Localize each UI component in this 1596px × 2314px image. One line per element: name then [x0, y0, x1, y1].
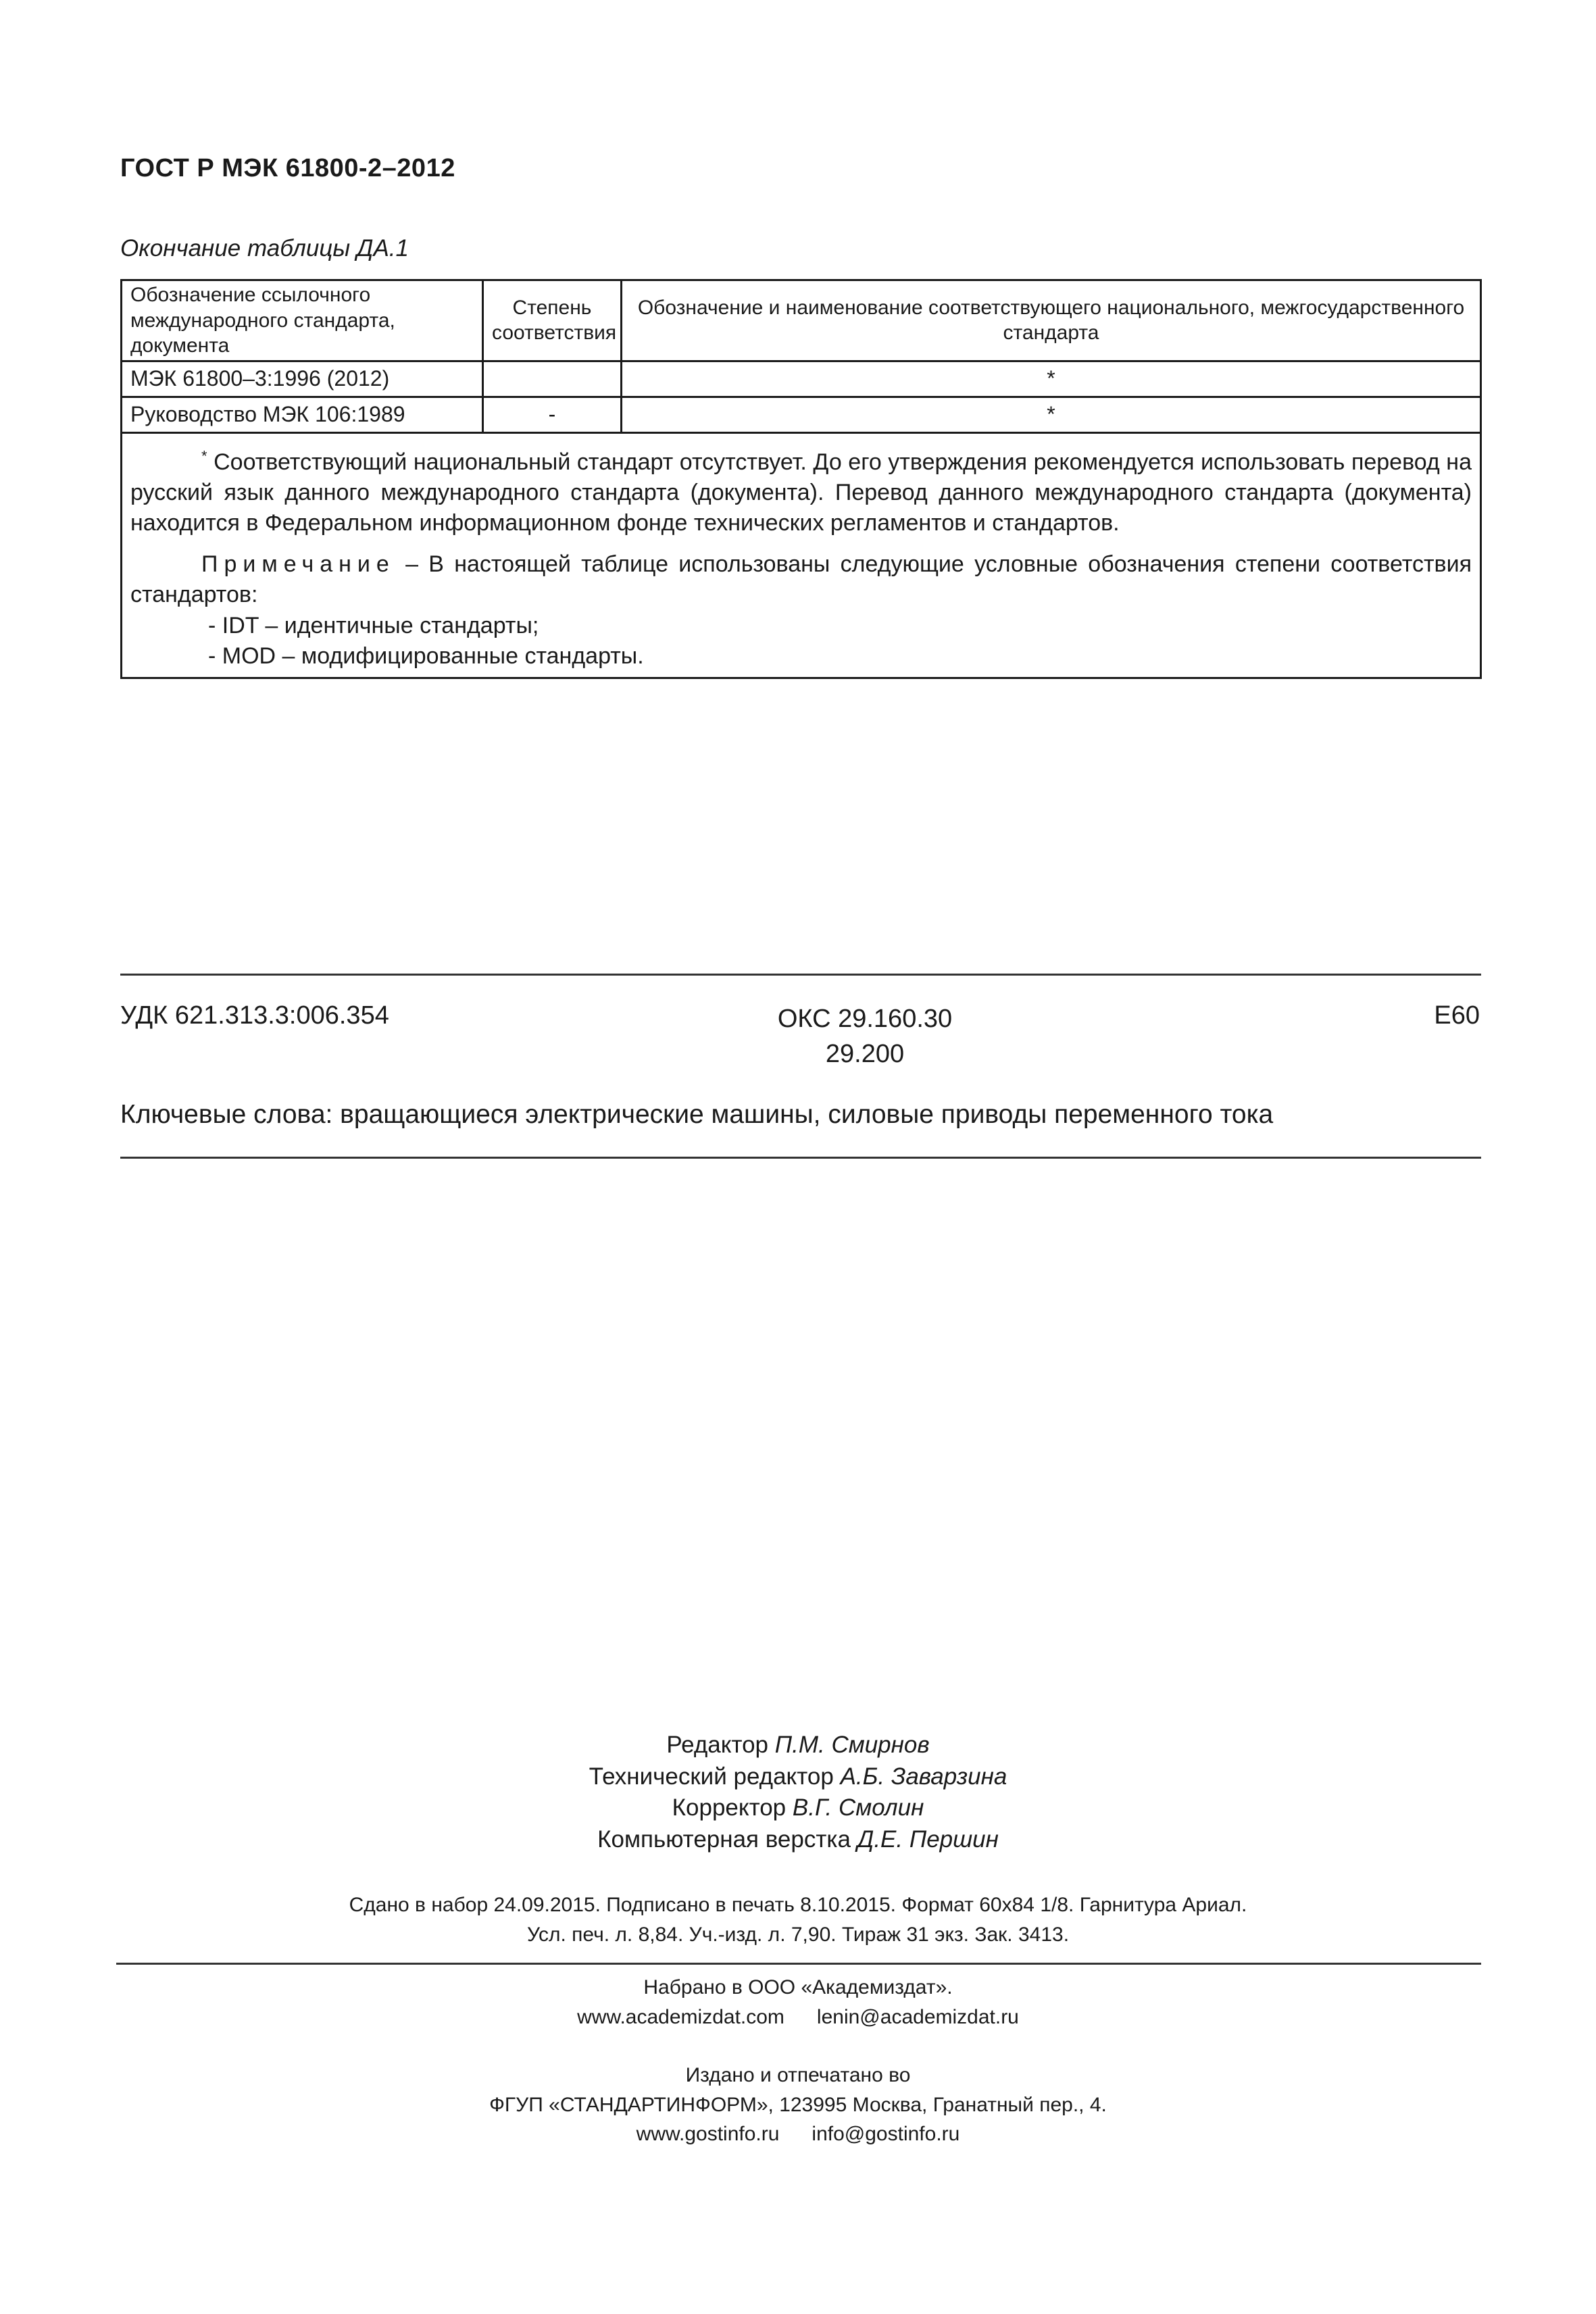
credit-name: Д.Е. Першин [857, 1826, 999, 1853]
note-label: Примечание [201, 551, 395, 578]
keywords-bottom-rule [120, 1157, 1481, 1159]
credit-role: Редактор [666, 1732, 769, 1758]
table-footnote-cell [122, 432, 1481, 678]
typesetter-website-link[interactable]: www.academizdat.com [577, 2005, 784, 2028]
table-cell-reference: МЭК 61800–3:1996 (2012) [122, 361, 483, 397]
column-header-reference: Обозначение ссылочного международного стандарта, документа [122, 280, 483, 361]
footnote-text [130, 447, 1472, 539]
print-info-bottom-rule [116, 1963, 1481, 1965]
credit-name: А.Б. Заварзина [840, 1763, 1007, 1790]
print-info-line2: Усл. печ. л. 8,84. Уч.-изд. л. 7,90. Тираж 31 экз. Зак. 3413. [526, 1923, 1070, 1946]
table-cell-reference: Руководство МЭК 106:1989 [122, 397, 483, 432]
footnote-mark: * [201, 447, 207, 465]
oks-code-line1: ОКС 29.160.30 [777, 1005, 953, 1033]
oks-code-line2: 29.200 [825, 1040, 905, 1069]
table-footnote-row [122, 432, 1481, 678]
note-item-mod: - MOD – модифицированные стандарты. [208, 643, 644, 669]
credit-role: Корректор [672, 1794, 787, 1821]
note-item-idt: - IDT – идентичные стандарты; [208, 612, 539, 638]
document-code: ГОСТ Р МЭК 61800-2–2012 [120, 154, 455, 182]
table-row [122, 361, 1481, 397]
keywords: Ключевые слова: вращающиеся электрические машины, силовые приводы переменного тока [120, 1100, 1274, 1129]
table-cell-degree [483, 361, 622, 397]
typesetter-email-link[interactable]: lenin@academizdat.ru [816, 2005, 1019, 2028]
udk-code: УДК 621.313.3:006.354 [120, 1001, 389, 1030]
group-code: Е60 [1434, 1001, 1480, 1030]
credit-role: Компьютерная верстка [597, 1826, 851, 1853]
print-info-line1: Сдано в набор 24.09.2015. Подписано в печать 8.10.2015. Формат 60х84 1/8. Гарнитура Ариал. [349, 1894, 1247, 1916]
column-header-national-standard: Обозначение и наименование соответствующего национального, межгосударственного стандарта [622, 280, 1481, 361]
publisher-email-link[interactable]: info@gostinfo.ru [812, 2123, 960, 2145]
publisher-line2: ФГУП «СТАНДАРТИНФОРМ», 123995 Москва, Гранатный пер., 4. [489, 2093, 1107, 2116]
credit-name: П.М. Смирнов [774, 1732, 930, 1758]
table-cell-national: * [622, 361, 1481, 397]
typesetter-info [0, 1973, 1596, 2032]
table-row [122, 397, 1481, 432]
table-cell-national: * [622, 397, 1481, 432]
footnote-body: Соответствующий национальный стандарт отсутствует. До его утверждения рекомендуется использовать перевод на русский язык данного международного стандарта (документа). Перевод данного международного стандарта (документа) находится в Федеральном информационном фонде технических регламентов и стандартов. [130, 449, 1472, 536]
publisher-info [0, 2061, 1596, 2149]
table-caption: Окончание таблицы ДА.1 [120, 235, 409, 261]
publisher-line1: Издано и отпечатано во [685, 2064, 911, 2086]
credit-line [0, 1824, 1596, 1856]
credit-line [0, 1792, 1596, 1824]
credit-line [0, 1761, 1596, 1793]
print-info [0, 1890, 1596, 1949]
column-header-degree: Степень соответствия [483, 280, 622, 361]
table-note [130, 549, 1472, 610]
credit-line [0, 1730, 1596, 1761]
credit-name: В.Г. Смолин [792, 1794, 924, 1821]
publisher-website-link[interactable]: www.gostinfo.ru [636, 2123, 780, 2145]
oks-code [764, 1001, 966, 1072]
note-text: – В настоящей таблице использованы следующие условные обозначения степени соответствия стандартов: [130, 551, 1472, 608]
table-cell-degree: - [483, 397, 622, 432]
publisher-contacts [0, 2119, 1596, 2149]
table-header-row [122, 280, 1481, 361]
typesetter-line: Набрано в ООО «Академиздат». [643, 1976, 953, 1998]
credit-role: Технический редактор [589, 1763, 834, 1790]
classifier-top-rule [120, 974, 1481, 976]
editorial-credits [0, 1730, 1596, 1855]
typesetter-contacts [0, 2003, 1596, 2032]
reference-table [120, 279, 1482, 679]
